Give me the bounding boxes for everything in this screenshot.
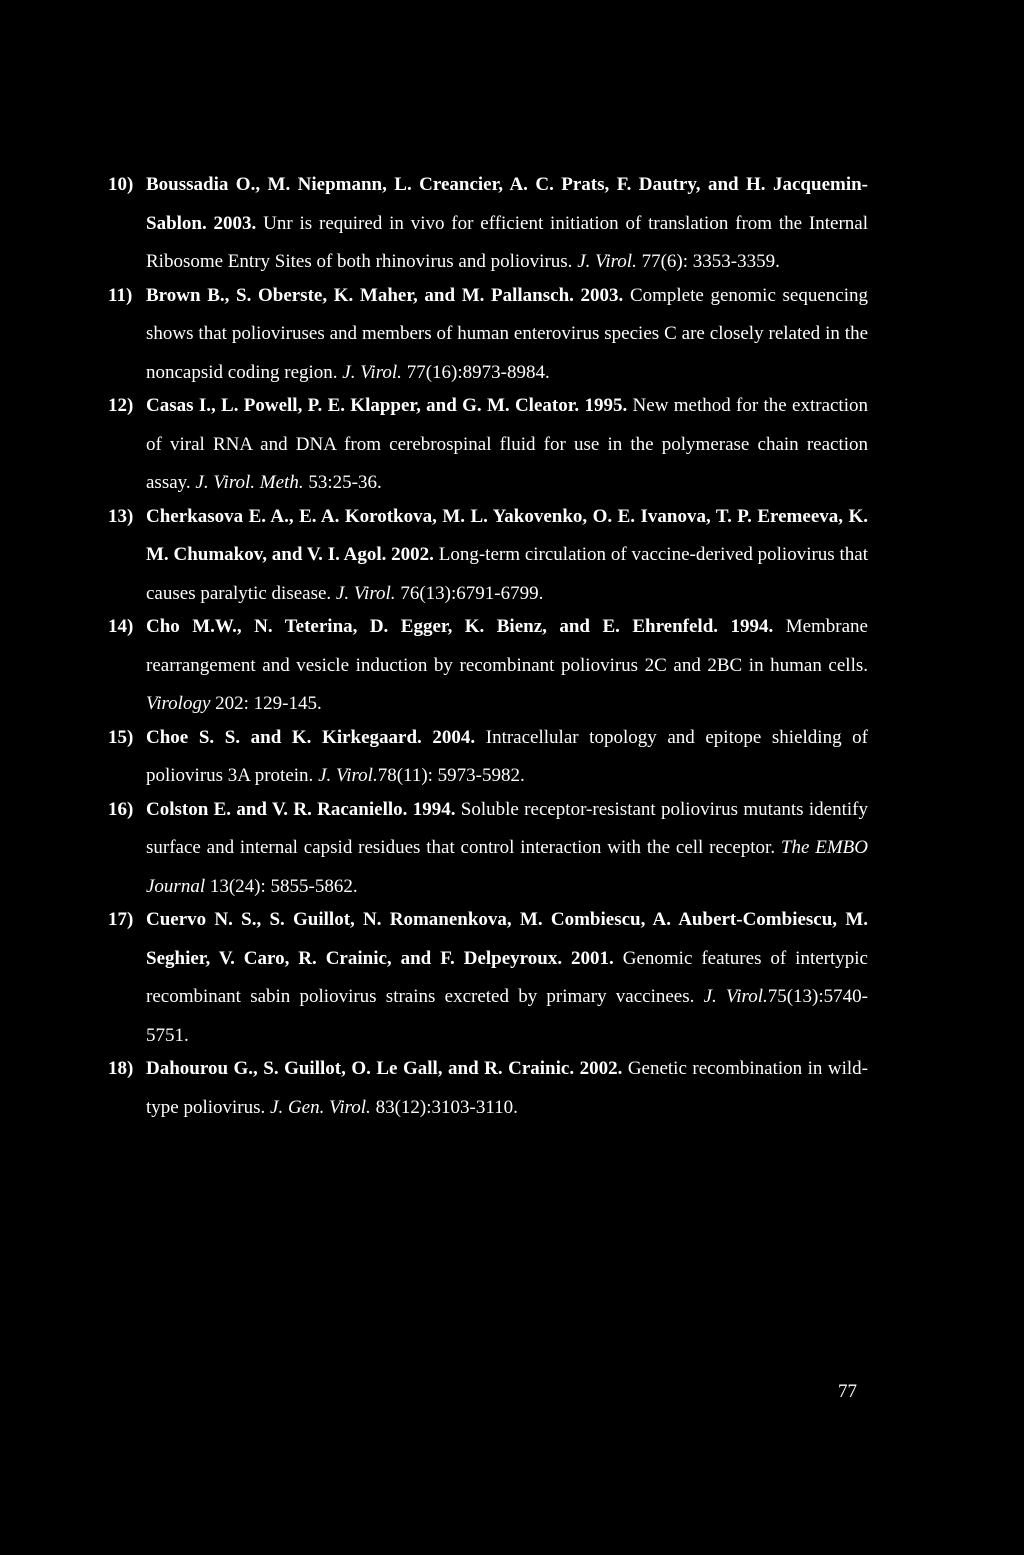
reference-number: 18) [108,1058,134,1079]
reference-item [108,719,869,796]
reference-title: Membrane rearrangement and vesicle induction by recombinant poliovirus 2C and 2BC in human cells. [146,616,868,676]
reference-citation: 78(11): 5973-5982. [377,765,525,786]
reference-authors-year: Colston E. and V. R. Racaniello. 1994. [146,798,456,820]
reference-authors-year: Casas I., L. Powell, P. E. Klapper, and G. M. Cleator. 1995. [146,395,628,416]
reference-journal: J. Virol. [335,582,396,604]
reference-journal: J. Gen. Virol. [270,1096,371,1118]
reference-number: 12) [108,395,134,416]
reference-item [108,498,868,614]
reference-authors-year: Choe S. S. and K. Kirkegaard. 2004. [146,726,476,748]
reference-item [108,901,868,1055]
reference-journal: J. Virol. [703,986,768,1007]
reference-item [108,1050,868,1127]
reference-journal: J. Virol. [318,765,378,786]
reference-journal: J. Virol. [342,361,402,383]
reference-number: 13) [108,505,134,527]
reference-item [108,387,868,503]
reference-number: 10) [108,174,134,195]
reference-authors-year: Cuervo N. S., S. Guillot, N. Romanenkova, M. Combiescu, A. Aubert-Combiescu, M. Seghier, V. Caro, R. Crainic, and F. Delpeyroux. 2001. [146,909,868,969]
reference-number: 16) [108,798,134,820]
reference-number: 11) [108,284,133,306]
reference-item [108,608,868,724]
reference-journal: J. Virol. Meth. [195,472,304,493]
reference-citation: 13(24): 5855-5862. [205,875,358,897]
reference-authors-year: Dahourou G., S. Guillot, O. Le Gall, and R. Crainic. 2002. [146,1058,623,1079]
reference-item [108,166,869,282]
reference-title: Genomic features of intertypic recombinant sabin poliovirus strains excreted by primary vaccinees. [146,947,868,1007]
reference-journal: Virology [146,693,211,714]
reference-title: New method for the extraction of viral RNA and DNA from cerebrospinal fluid for use in the polymerase chain reaction assay. [146,395,868,493]
reference-item [108,791,868,907]
page-number: 77 [838,1381,857,1402]
reference-title: Long-term circulation of vaccine-derived poliovirus that causes paralytic disease. [146,544,868,604]
reference-citation: 76(13):6791-6799. [395,582,544,604]
reference-citation: 75(13):5740-5751. [146,986,868,1046]
reference-citation: 77(16):8973-8984. [401,361,550,383]
reference-journal: The EMBO Journal [146,837,868,897]
reference-authors-year: Cho M.W., N. Teterina, D. Egger, K. Bienz, and E. Ehrenfeld. 1994. [146,616,774,637]
reference-item [108,277,868,393]
reference-number: 14) [108,616,134,637]
reference-number: 15) [108,726,134,748]
reference-journal: J. Virol. [577,251,637,272]
reference-citation: 83(12):3103-3110. [370,1096,518,1118]
reference-title: Complete genomic sequencing shows that polioviruses and members of human enterovirus species C are closely related in the noncapsid coding region. [146,284,868,383]
reference-number: 17) [108,909,134,930]
reference-title: Genetic recombination in wild-type poliovirus. [146,1058,868,1118]
reference-citation: 77(6): 3353-3359. [636,251,780,272]
reference-title: Soluble receptor-resistant poliovirus mutants identify surface and internal capsid residues that control interaction with the cell receptor. [146,798,868,858]
reference-title: Intracellular topology and epitope shielding of poliovirus 3A protein. [146,726,869,786]
reference-list [108,166,869,1122]
reference-authors-year: Brown B., S. Oberste, K. Maher, and M. Pallansch. 2003. [146,284,624,306]
reference-authors-year: Boussadia O., M. Niepmann, L. Creancier, A. C. Prats, F. Dautry, and H. Jacquemin-Sablon. 2003. [146,174,868,234]
reference-authors-year: Cherkasova E. A., E. A. Korotkova, M. L. Yakovenko, O. E. Ivanova, T. P. Eremeeva, K. M. Chumakov, and V. I. Agol. 2002. [146,505,868,565]
reference-title: Unr is required in vivo for efficient initiation of translation from the Internal Ribosome Entry Sites of both rhinovirus and poliovirus. [146,212,869,272]
reference-citation: 53:25-36. [303,472,382,493]
reference-citation: 202: 129-145. [210,693,322,714]
